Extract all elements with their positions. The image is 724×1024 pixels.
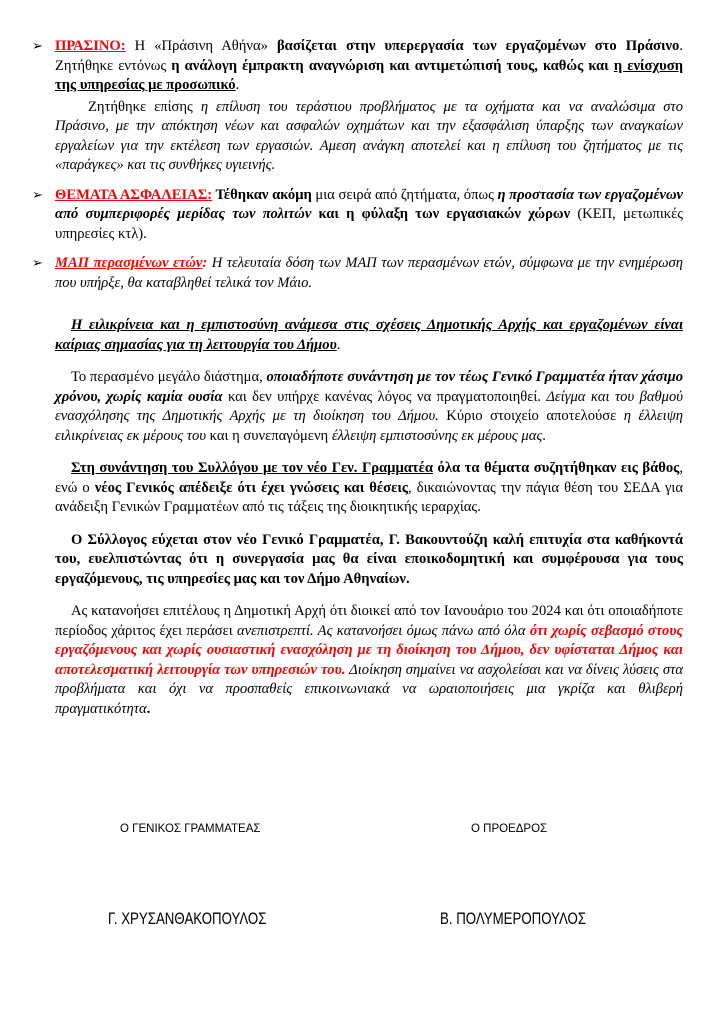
text-run: : bbox=[202, 255, 208, 271]
text-run: και η συνεπαγόμενη bbox=[206, 427, 332, 444]
paragraph-new-secretary bbox=[55, 459, 683, 518]
text-run: . bbox=[146, 700, 151, 717]
text-run: βασίζεται στην υπερεργασία των εργαζομένων στο Πράσινο bbox=[276, 38, 680, 54]
text-run: . Ζητήθηκε εντόνως bbox=[55, 38, 683, 74]
secretary-name: Γ. ΧΡΥΣΑΝΘΑΚΟΠΟΥΛΟΣ bbox=[108, 909, 267, 928]
text-run: μια σειρά από ζητήματα, όπως bbox=[311, 186, 498, 203]
arrow-bullet-icon: ➢ bbox=[32, 187, 43, 203]
paragraph-trust bbox=[55, 316, 683, 355]
text-run: . bbox=[336, 336, 341, 353]
president-role-label: Ο ΠΡΟΕΔΡΟΣ bbox=[471, 823, 548, 835]
text-run: Η ειλικρίνεια και η εμπιστοσύνη ανάμεσα στις σχέσεις Δημοτικής Αρχής και εργαζομένων είναι καίριας σημασίας για τη λειτουργία του Δήμου bbox=[55, 317, 683, 353]
section-safety bbox=[32, 186, 684, 245]
document-body bbox=[32, 37, 684, 719]
section-safety-text bbox=[55, 186, 683, 245]
text-run: Η «Πράσινη Αθήνα» bbox=[125, 38, 277, 54]
text-run: Διοίκηση σημαίνει να ασχολείσαι και να δίνεις λύσεις στα προβλήματα και όχι να προσπαθείς επικοινωνιακά να ωραιοποιήσεις μια γκρίζα και θλιβερή πραγματικότητα bbox=[55, 661, 683, 717]
text-run: η ανάλογη έμπρακτη αναγνώριση και αντιμετώπισή τους, καθώς και bbox=[171, 57, 614, 74]
text-run: η ενίσχυση της υπηρεσίας με προσωπικό bbox=[55, 57, 683, 93]
section-map-heading: ΜΑΠ περασμένων ετών bbox=[55, 255, 203, 271]
text-run: όλα τα θέματα συζητήθηκαν εις βάθος bbox=[432, 460, 680, 476]
text-run: ανεπιστρεπτί. Ας κατανοήσει όμως πάνω από όλα bbox=[237, 622, 530, 639]
section-green-followup bbox=[55, 98, 683, 176]
text-run: Ζητήθηκε επίσης bbox=[88, 98, 201, 115]
section-safety-heading: ΘΕΜΑΤΑ ΑΣΦΑΛΕΙΑΣ: bbox=[55, 186, 213, 203]
text-run: και η φύλαξη των εργασιακών χώρων bbox=[311, 206, 571, 222]
paragraph-closing bbox=[55, 602, 683, 719]
section-map bbox=[32, 254, 683, 293]
text-run: Ας κατανοήσει επιτέλους η Δημοτική Αρχή ότι διοικεί από τον Ιανουάριο του 2024 και ότι οποιαδήποτε περίοδος χάριτος έχει περάσει bbox=[55, 603, 683, 639]
text-run: η έλλειψη ειλικρίνειας εκ μέρους του bbox=[55, 408, 684, 444]
text-run: ότι χωρίς σεβασμό στους εργαζόμενους και χωρίς ουσιαστική ενασχόληση με τη διοίκηση του Δήμου, δεν υφίσταται Δήμος και αποτελεσματική λειτουργία των υπηρεσιών του. bbox=[55, 622, 683, 678]
paragraph-wishes: Ο Σύλλογος εύχεται στον νέο Γενικό Γραμματέα, Γ. Βακουντούζη καλή επιτυχία στα καθήκοντά του, ευελπιστώντας ότι η συνεργασία μας θα είναι εποικοδομητική και συμφέρουσα για τους εργαζόμενους, τις υπηρεσίες μας και τον Δήμο Αθηναίων. bbox=[55, 531, 683, 587]
section-map-text bbox=[55, 254, 683, 293]
section-green-text bbox=[55, 37, 683, 96]
text-run: οποιαδήποτε συνάντηση με τον τέως Γενικό Γραμματέα ήταν χάσιμο χρόνου, χωρίς καμία ουσία bbox=[55, 369, 683, 405]
section-green-heading: ΠΡΑΣΙΝΟ: bbox=[55, 38, 126, 54]
arrow-bullet-icon: ➢ bbox=[32, 256, 43, 271]
text-run: , δικαιώνοντας την πάγια θέση του ΣΕΔΑ για ανάδειξη Γενικών Γραμματέων από τις τάξεις της διοικητικής ιεραρχίας. bbox=[55, 479, 683, 515]
text-run: και δεν υπήρχε κανένας λόγος να πραγματοποιηθεί. bbox=[222, 388, 547, 405]
section-green bbox=[32, 37, 683, 96]
text-run: Το περασμένο μεγάλο διάστημα, bbox=[71, 369, 267, 385]
president-name: Β. ΠΟΛΥΜΕΡΟΠΟΥΛΟΣ bbox=[440, 909, 587, 928]
text-run: Τέθηκαν ακόμη bbox=[212, 186, 312, 203]
text-run: έλλειψη εμπιστοσύνης εκ μέρους μας bbox=[331, 427, 543, 444]
text-run: Στη συνάντηση του Συλλόγου με τον νέο Γεν. Γραμματέα bbox=[71, 460, 433, 476]
text-run: Δείγμα και του βαθμού ενασχόλησης της Δημοτικής Αρχής με τη διοίκηση του Δήμου. bbox=[55, 388, 683, 424]
text-run: , ενώ ο bbox=[55, 460, 683, 496]
text-run: η επίλυση του τεράστιου προβλήματος με τα οχήματα και να αναλώσιμα στο Πράσινο, με την απόκτηση νέων και ασφαλών οχημάτων και την εξασφάλιση ύπαρξης των αναγκαίων εργαλείων για την εκτέλεση των εργασιών. Αμεση ανάγκη αποτελεί και η επίλυση του ζητήματος με τις «παράγκες» και τις συνθήκες υγιεινής. bbox=[55, 98, 684, 173]
text-run: (ΚΕΠ, μετωπικές υπηρεσίες κτλ). bbox=[55, 206, 684, 242]
text-run: Κύριο στοιχείο αποτελούσε bbox=[438, 408, 624, 424]
text-run: . bbox=[235, 77, 240, 93]
arrow-bullet-icon: ➢ bbox=[32, 39, 43, 54]
secretary-role-label: Ο ΓΕΝΙΚΟΣ ΓΡΑΜΜΑΤΕΑΣ bbox=[120, 823, 261, 835]
text-run: νέος Γενικός απέδειξε ότι έχει γνώσεις και θέσεις bbox=[94, 479, 409, 496]
paragraph-former-secretary bbox=[55, 368, 683, 446]
text-run: η προστασία των εργαζομένων από συμπεριφορές μερίδας των πολιτών bbox=[55, 186, 684, 222]
text-run: . bbox=[542, 427, 546, 444]
text-run: Η τελευταία δόση των ΜΑΠ των περασμένων ετών, σύμφωνα με την ενημέρωση που υπήρξε, θα καταβληθεί τελικά τον Μάιο. bbox=[55, 255, 683, 291]
